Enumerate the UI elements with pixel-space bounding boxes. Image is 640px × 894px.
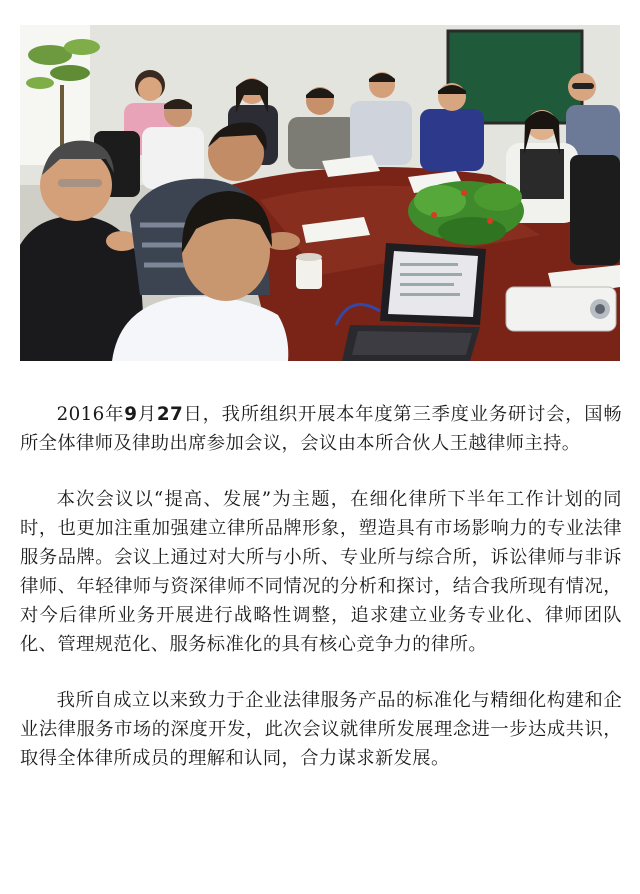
paragraph-3: 我所自成立以来致力于企业法律服务产品的标准化与精细化构建和企业法律服务市场的深度开发，此次会议就律所发展理念进一步达成共识，取得全体律所成员的理解和认同，合力谋求新发展。: [20, 690, 622, 769]
date-day: 27: [156, 404, 184, 425]
meeting-photo: [20, 25, 620, 361]
date-month-suffix: 月: [137, 404, 157, 425]
paragraph-1: [20, 400, 622, 458]
projector: [506, 287, 616, 331]
chair-right: [570, 155, 620, 265]
paragraph-2: 本次会议以“提高、发展”为主题，在细化律所下半年工作计划的同时，也更加注重加强建立律所品牌形象，塑造具有市场影响力的专业法律服务品牌。会议上通过对大所与小所、专业所与综合所，诉讼律师与非诉律师、年轻律师与资深律师不同情况的分析和探讨，结合我所现有情况，对今后律所业务开展进行战略性调整，追求建立业务专业化、律师团队化、管理规范化、服务标准化的具有核心竞争力的律所。: [20, 489, 622, 655]
article-body: [20, 400, 622, 800]
date-month: 9: [124, 404, 138, 425]
coffee-mug: [296, 253, 322, 289]
paragraph-1-text: 日，我所组织开展本年度第三季度业务研讨会，国畅所全体律师及律助出席参加会议，会议由本所合伙人王越律师主持。: [20, 404, 623, 454]
date-year: 2016年: [56, 404, 125, 425]
